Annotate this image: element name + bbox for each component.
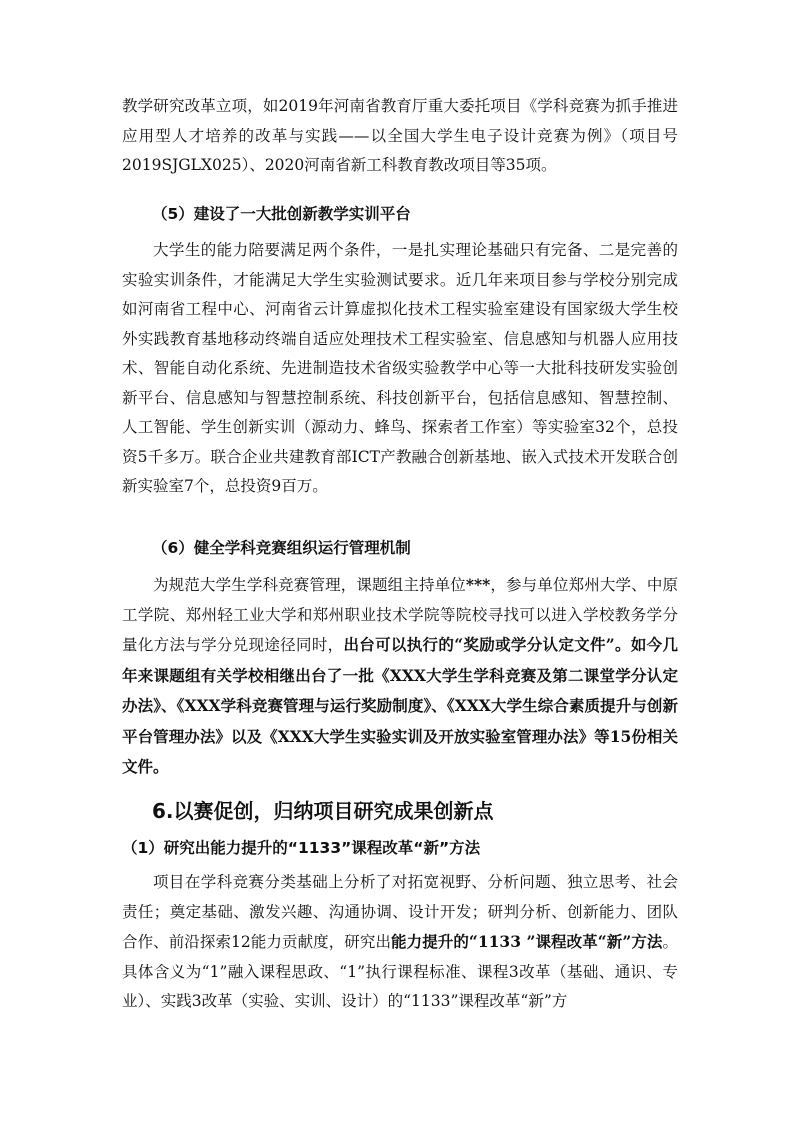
section-1-text: 项目在学科竞赛分类基础上分析了对拓宽视野、分析问题、独立思考、社会责任；奠定基础、激发兴趣、沟通协调、设计开发；研判分析、创新能力、团队合作、前沿探索12能力贡献度，研究出 bbox=[122, 873, 678, 951]
section-6-paragraph bbox=[122, 570, 678, 783]
section-6-text: 为规范大学生学科竞赛管理，课题组主持单位 bbox=[153, 576, 466, 594]
chapter-6-heading: 6.以赛促创，归纳项目研究成果创新点 bbox=[152, 799, 494, 823]
section-1-text-2: 。具体含义为“1”融入课程思政、“1”执行课程标准、课程3改革（基础、通识、专业）、实践3改革（实验、实训、设计）的“1133”课程改革“新”方 bbox=[122, 933, 678, 1010]
section-6-lead-unit: *** bbox=[465, 575, 491, 594]
section-6-bold-text: 出台可以执行的“奖励或学分认定文件”。如今几年来课题组有关学校相继出台了一批《XXX大学生学科竞赛及第二课堂学分认定办法》、《XXX学科竞赛管理与运行奖励制度》、《XXX大学生综合素质提升与创新平台管理办法》以及《XXX大学生实验实训及开放实验室管理办法》等15份相关文件。 bbox=[122, 635, 678, 776]
intro-paragraph: 教学研究改革立项，如2019年河南省教育厅重大委托项目《学科竞赛为抓手推进应用型人才培养的改革与实践——以全国大学生电子设计竞赛为例》（项目号2019SJGLX025）、2020河南省新工科教育教改项目等35项。 bbox=[122, 97, 678, 174]
section-5-paragraph: 大学生的能力陪要满足两个条件，一是扎实理论基础只有完备、二是完善的实验实训条件，才能满足大学生实验测试要求。近几年来项目参与学校分别完成如河南省工程中心、河南省云计算虚拟化技术工程实验室建设有国家级大学生校外实践教育基地移动终端自适应处理技术工程实验室、信息感知与机器人应用技术、智能自动化系统、先进制造技术省级实验教学中心等一大批科技研发实验创新平台、信息感知与智慧控制系统、科技创新平台，包括信息感知、智慧控制、人工智能、学生创新实训（源动力、蜂鸟、探索者工作室）等实验室32个，总投资5千多万。联合企业共建教育部ICT产教融合创新基地、嵌入式技术开发联合创新实验室7个，总投资9百万。 bbox=[122, 241, 678, 495]
section-6-heading: （6）健全学科竞赛组织运行管理机制 bbox=[152, 539, 411, 557]
section-1-bold-text: 能力提升的“1133 ”课程改革“新”方法 bbox=[391, 932, 663, 951]
section-1-paragraph bbox=[122, 868, 678, 1017]
section-6-text-2: ，参与单位郑州大学、中原工学院、郑州轻工业大学和郑州职业技术学院等院校寻找可以进入学校教务学分量化方法与学分兑现途径同时， bbox=[122, 576, 678, 654]
section-5-heading: （5）建设了一大批创新教学实训平台 bbox=[152, 205, 411, 223]
section-1-heading: （1）研究出能力提升的“1133”课程改革“新”方法 bbox=[122, 839, 481, 857]
